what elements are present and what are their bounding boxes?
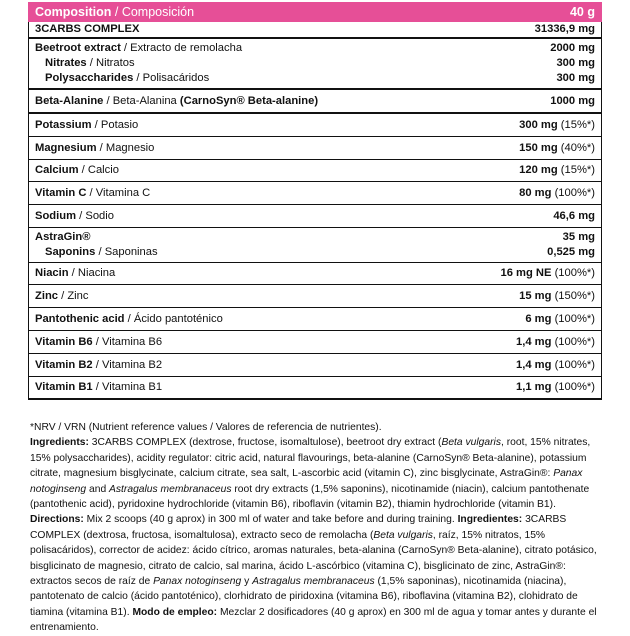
table-row: Pantothenic acid / Ácido pantoténico 6 mg (100%*) <box>29 308 601 331</box>
row-value: 300 mg <box>519 118 558 131</box>
row-label: Potassium <box>35 118 92 131</box>
row-label: 3CARBS COMPLEX <box>35 23 140 35</box>
table-row: Vitamin B6 / Vitamina B6 1,4 mg (100%*) <box>29 331 601 354</box>
row-label: Zinc <box>35 289 58 302</box>
row-sublabel: Vitamina B6 <box>101 335 163 348</box>
row-sublabel: Polisacáridos <box>142 72 210 84</box>
row-value: 300 mg <box>556 72 595 84</box>
row-sublabel: Vitamina C <box>95 186 151 199</box>
row-sublabel: Beta-Alanina <box>112 94 177 107</box>
row-value: 15 mg <box>519 289 552 302</box>
row-label: Beta-Alanine <box>35 94 104 107</box>
row-label: AstraGin® <box>35 231 91 243</box>
row-label: Sodium <box>35 209 77 222</box>
row-percent: (100%*) <box>554 186 595 199</box>
row-sublabel: Niacina <box>77 267 116 279</box>
row-value: 2000 mg <box>550 42 595 54</box>
table-row: Niacin / Niacina 16 mg NE (100%*) <box>29 263 601 285</box>
row-sublabel: Vitamina B2 <box>101 358 163 371</box>
composition-header <box>28 2 602 22</box>
modo-text: Mezclar 2 dosificadores (40 g aprox) en 300 ml de agua y tomar antes y durante el entrenamiento. <box>30 606 597 634</box>
table-row: Magnesium / Magnesio 150 mg (40%*) <box>29 137 601 160</box>
header-title-group <box>35 5 194 19</box>
row-value: 80 mg <box>519 186 552 199</box>
table-row: Potassium / Potasio 300 mg (15%*) <box>29 114 601 137</box>
row-label: Vitamin B1 <box>35 381 93 393</box>
row-value: 1,1 mg <box>516 381 552 393</box>
row-sublabel: Saponinas <box>104 246 158 258</box>
row-sublabel: Extracto de remolacha <box>130 42 243 54</box>
table-row: Vitamin B1 / Vitamina B1 1,1 mg (100%*) <box>35 381 595 393</box>
row-percent: (100%*) <box>554 335 595 348</box>
ingredients-text: Ingredients: 3CARBS COMPLEX (dextrose, fructose, isomaltulose), beetroot dry extract (Beta vulgaris, root, 15% nitrates, 15% polysaccharides), acidity regulator: citric acid, natural flavourings, beta-alanine (CarnoSyn® Beta-alanine), potassium citrate, magnesium bisglycinate, calcium citrate, sea salt, L-ascorbic acid (vitamin C), zinc bisglycinate, AstraGin®: Panax notoginseng and Astragalus membranaceus root dry extracts (1,5% saponins), nicotinamide (niacin), calcium pantothenate (pantothenic acid), pyridoxine hydrochloride (vitamin B6), riboflavin (vitamin B2), thiamin hydrochloride (vitamin B1). Directions: Mix 2 scoops (40 g aprox) in 300 ml of water and take before and during training. Ingredientes: 3CARBS COMPLEX (dextrosa, fructosa, isomaltulosa), extracto seco de remolacha (Beta vulgaris, raíz, 15% nitratos, 15% polisacáridos), corrector de acidez: ácido cítrico, aromas naturales, beta-alanina (CarnoSyn® Beta-alanine), citrato potásico, bisglicinato de magnesio, citrato de calcio, sal marina, ácido L-ascórbico (vitamina C), bisglicinato de zinc, AstraGin®: extractos secos de raíz de Panax notoginseng y Astragalus membranaceus (1,5% saponinas), nicotinamida (niacina), pantotenato de calcio (ácido pantoténico), clorhidrato de piridoxina (vitamina B6), riboflavina (vitamina B2), clohidrato de tiamina (vitamina B1). Modo de empleo: Mezclar 2 dosificadores (40 g aprox) en 300 ml de agua y tomar antes y durante el entrenamiento. <box>30 437 597 634</box>
nrv-note: *NRV / VRN (Nutrient reference values / Valores de referencia de nutrientes). <box>30 422 382 433</box>
row-value: 6 mg <box>525 312 552 325</box>
row-value: 1,4 mg <box>516 335 552 348</box>
table-row: Calcium / Calcio 120 mg (15%*) <box>29 160 601 182</box>
row-sublabel: Zinc <box>67 289 89 302</box>
row-sublabel: Potasio <box>100 118 139 131</box>
row-percent: (100%*) <box>554 267 595 279</box>
row-value: 1,4 mg <box>516 358 552 371</box>
row-percent: (15%*) <box>560 118 595 131</box>
row-value: 120 mg <box>519 164 558 176</box>
row-sublabel: Calcio <box>87 164 119 176</box>
row-value: 300 mg <box>556 57 595 69</box>
row-label: Pantothenic acid <box>35 312 125 325</box>
ingredientes-label: Ingredientes: <box>457 514 523 526</box>
header-subtitle: Composición <box>121 5 195 19</box>
row-value: 31336,9 mg <box>534 23 595 35</box>
row-value: 16 mg NE <box>500 267 552 279</box>
row-percent: (15%*) <box>560 164 595 176</box>
table-row: Vitamin C / Vitamina C 80 mg (100%*) <box>29 182 601 205</box>
row-value: 1000 mg <box>550 94 595 107</box>
composition-table <box>28 22 602 400</box>
row-value: 150 mg <box>519 141 558 154</box>
row-value: 0,525 mg <box>547 246 595 258</box>
label-notes <box>30 420 602 636</box>
row-label: Polysaccharides <box>45 72 134 84</box>
row-sublabel: Vitamina B1 <box>101 381 163 393</box>
row-sublabel: Nitratos <box>96 57 135 69</box>
header-title: Composition <box>35 5 112 19</box>
ingredients-label: Ingredients: <box>30 437 89 449</box>
row-label: Calcium <box>35 164 79 176</box>
table-row: Vitamin B2 / Vitamina B2 1,4 mg (100%*) <box>29 354 601 377</box>
directions-text: Mix 2 scoops (40 g aprox) in 300 ml of water and take before and during training. <box>83 514 458 526</box>
row-label: Magnesium <box>35 141 97 154</box>
table-row <box>29 22 601 39</box>
row-value: 35 mg <box>562 231 595 243</box>
table-row: Beta-Alanine / Beta-Alanina (CarnoSyn® Beta-alanine) 1000 mg <box>29 90 601 114</box>
row-sublabel: Magnesio <box>105 141 155 154</box>
header-separator: / <box>111 5 122 19</box>
row-percent: (100%*) <box>554 381 595 393</box>
row-percent: (40%*) <box>560 141 595 154</box>
row-percent: (100%*) <box>554 312 595 325</box>
row-sublabel: Ácido pantoténico <box>133 312 223 325</box>
row-label: Saponins <box>45 246 96 258</box>
header-amount: 40 g <box>569 5 595 19</box>
table-row: Zinc / Zinc 15 mg (150%*) <box>29 285 601 308</box>
row-extra: (CarnoSyn® Beta-alanine) <box>179 94 319 107</box>
row-label: Vitamin B2 <box>35 358 93 371</box>
table-row: Sodium / Sodio 46,6 mg <box>29 205 601 228</box>
row-value: 46,6 mg <box>553 209 595 222</box>
directions-label: Directions: <box>30 514 84 526</box>
modo-label: Modo de empleo: <box>132 606 218 618</box>
row-label: Nitrates <box>45 57 87 69</box>
table-row: AstraGin® 35 mg Saponins / Saponinas 0,525 mg <box>29 228 601 263</box>
row-label: Vitamin B6 <box>35 335 93 348</box>
row-label: Vitamin C <box>35 186 87 199</box>
row-sublabel: Sodio <box>85 209 114 222</box>
row-label: Beetroot extract <box>35 42 121 54</box>
row-percent: (150%*) <box>554 289 595 302</box>
row-percent: (100%*) <box>554 358 595 371</box>
table-row: Beetroot extract / Extracto de remolacha 2000 mg Nitrates / Nitratos 300 mg Polysaccharides / Polisacáridos 300 mg <box>29 39 601 90</box>
row-label: Niacin <box>35 267 69 279</box>
